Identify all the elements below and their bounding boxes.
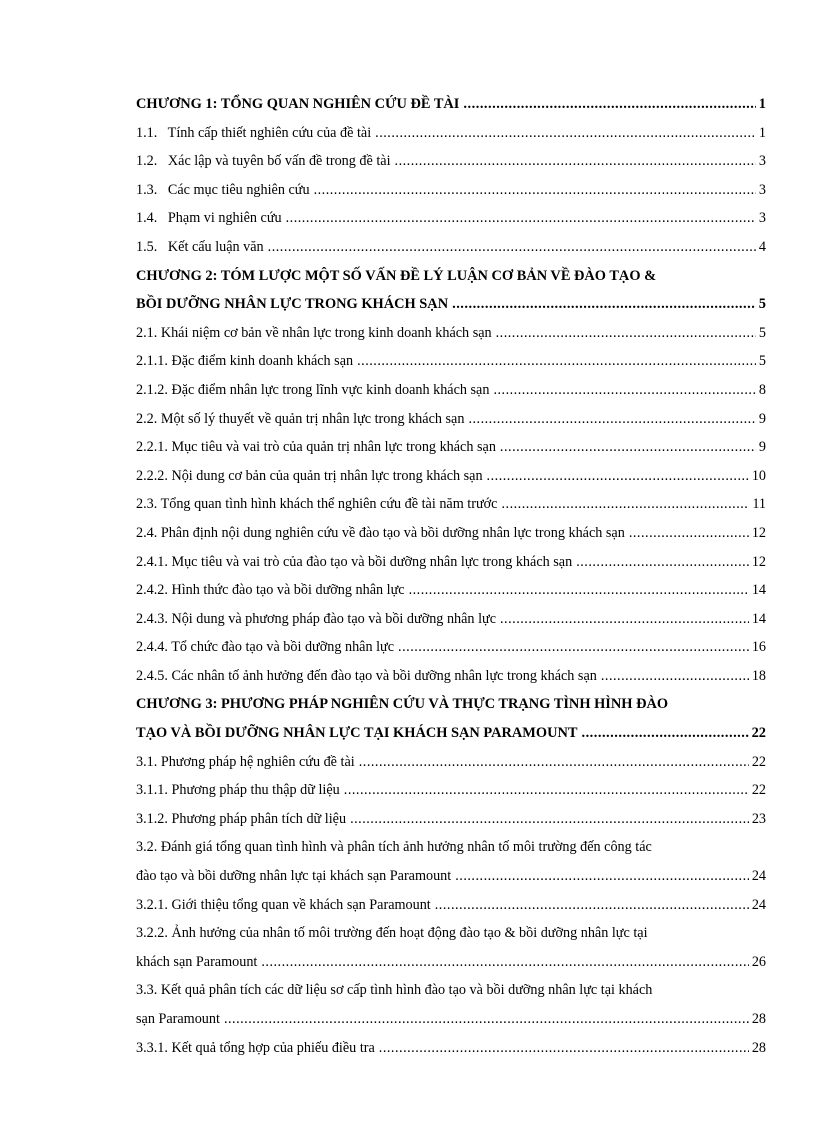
dot-leader bbox=[357, 347, 756, 376]
dot-leader bbox=[395, 147, 756, 176]
toc-chapter-entry bbox=[136, 262, 766, 319]
dot-leader bbox=[463, 90, 755, 119]
toc-entry-title-line1: CHƯƠNG 2: TÓM LƯỢC MỘT SỐ VẤN ĐỀ LÝ LUẬN CƠ BẢN VỀ ĐÀO TẠO & bbox=[136, 267, 657, 284]
toc-entry-title: 2.4.5. Các nhân tố ảnh hưởng đến đào tạo và bồi dưỡng nhân lực trong khách sạn bbox=[136, 667, 597, 684]
toc-entry-title-line1: CHƯƠNG 3: PHƯƠNG PHÁP NGHIÊN CỨU VÀ THỰC TRẠNG TÌNH HÌNH ĐÀO bbox=[136, 696, 669, 713]
toc-entry-title: BỒI DƯỠNG NHÂN LỰC TRONG KHÁCH SẠN bbox=[136, 296, 449, 313]
toc-section-entry bbox=[136, 405, 766, 434]
toc-page-number: 28 bbox=[751, 1011, 766, 1027]
dot-leader bbox=[344, 776, 749, 805]
toc-section-entry bbox=[136, 147, 766, 176]
toc-page-number: 22 bbox=[751, 725, 766, 742]
toc-entry-title: 1.5. Kết cấu luận văn bbox=[136, 238, 264, 255]
toc-section-entry bbox=[136, 1034, 766, 1063]
toc-section-entry bbox=[136, 919, 766, 976]
dot-leader bbox=[500, 605, 749, 634]
toc-page-number: 26 bbox=[751, 953, 766, 970]
toc-section-entry bbox=[136, 233, 766, 262]
toc-section-entry bbox=[136, 433, 766, 462]
toc-page-number: 9 bbox=[758, 439, 766, 456]
toc-page-number: 24 bbox=[751, 896, 766, 913]
dot-leader bbox=[452, 290, 756, 319]
toc-section-entry bbox=[136, 204, 766, 233]
toc-section-entry bbox=[136, 748, 766, 777]
toc-section-entry bbox=[136, 833, 766, 890]
dot-leader bbox=[576, 548, 749, 577]
dot-leader bbox=[224, 1005, 749, 1034]
toc-page-number: 11 bbox=[752, 496, 766, 513]
dot-leader bbox=[409, 576, 749, 605]
dot-leader bbox=[601, 662, 749, 691]
toc-entry-title: 3.1.1. Phương pháp thu thập dữ liệu bbox=[136, 782, 340, 799]
toc-entry-title: 3.1.2. Phương pháp phân tích dữ liệu bbox=[136, 810, 347, 827]
toc-entry-title: 2.4.1. Mục tiêu và vai trò của đào tạo và bồi dưỡng nhân lực trong khách sạn bbox=[136, 553, 573, 570]
dot-leader bbox=[268, 233, 756, 262]
dot-leader bbox=[435, 891, 749, 920]
toc-entry-title: 1.3. Các mục tiêu nghiên cứu bbox=[136, 181, 310, 198]
toc-page-number: 3 bbox=[758, 181, 766, 198]
toc-page-number: 4 bbox=[758, 238, 766, 255]
toc-entry-title: 2.1.2. Đặc điểm nhân lực trong lĩnh vực kinh doanh khách sạn bbox=[136, 381, 490, 398]
toc-section-entry bbox=[136, 891, 766, 920]
toc-page-number: 1 bbox=[758, 96, 766, 112]
toc-page-number: 9 bbox=[758, 410, 766, 427]
toc-chapter-entry bbox=[136, 690, 766, 747]
toc-entry-title: 2.4.2. Hình thức đào tạo và bồi dưỡng nhân lực bbox=[136, 582, 405, 599]
toc-page-number: 3 bbox=[758, 153, 766, 170]
dot-leader bbox=[314, 176, 756, 205]
toc-entry-title: 1.1. Tính cấp thiết nghiên cứu của đề tài bbox=[136, 124, 372, 141]
toc-entry-title-line1: 3.2.2. Ảnh hưởng của nhân tố môi trường đến hoạt động đào tạo & bồi dưỡng nhân lực tại bbox=[136, 925, 648, 942]
dot-leader bbox=[286, 204, 756, 233]
dot-leader bbox=[350, 805, 749, 834]
toc-section-entry bbox=[136, 605, 766, 634]
dot-leader bbox=[500, 433, 756, 462]
toc-section-entry bbox=[136, 347, 766, 376]
toc-entry-title: 2.4.4. Tổ chức đào tạo và bồi dưỡng nhân lực bbox=[136, 639, 395, 656]
toc-entry-title: đào tạo và bồi dưỡng nhân lực tại khách sạn Paramount bbox=[136, 868, 452, 885]
toc-entry-title: TẠO VÀ BỒI DƯỠNG NHÂN LỰC TẠI KHÁCH SẠN PARAMOUNT bbox=[136, 725, 578, 742]
toc-entry-title: 3.2.1. Giới thiệu tổng quan về khách sạn Paramount bbox=[136, 896, 431, 913]
toc-page-number: 23 bbox=[751, 810, 766, 827]
table-of-contents bbox=[136, 90, 766, 1062]
toc-section-entry bbox=[136, 976, 766, 1033]
dot-leader bbox=[455, 862, 749, 891]
toc-entry-title: 1.2. Xác lập và tuyên bố vấn đề trong đề tài bbox=[136, 153, 391, 170]
toc-page-number: 1 bbox=[758, 124, 766, 141]
toc-entry-title: 2.2.2. Nội dung cơ bản của quản trị nhân lực trong khách sạn bbox=[136, 467, 483, 484]
dot-leader bbox=[261, 948, 748, 977]
toc-page-number: 12 bbox=[751, 553, 766, 570]
toc-page-number: 28 bbox=[751, 1039, 766, 1056]
dot-leader bbox=[496, 319, 756, 348]
dot-leader bbox=[379, 1034, 749, 1063]
dot-leader bbox=[468, 405, 755, 434]
toc-entry-title: 3.1. Phương pháp hệ nghiên cứu đề tài bbox=[136, 753, 355, 770]
toc-section-entry bbox=[136, 576, 766, 605]
dot-leader bbox=[501, 490, 749, 519]
toc-entry-title: khách sạn Paramount bbox=[136, 953, 258, 970]
toc-page-number: 16 bbox=[751, 639, 766, 656]
toc-section-entry bbox=[136, 376, 766, 405]
toc-section-entry bbox=[136, 319, 766, 348]
toc-section-entry bbox=[136, 490, 766, 519]
dot-leader bbox=[359, 748, 749, 777]
toc-page-number: 5 bbox=[758, 324, 766, 341]
toc-entry-title: 2.3. Tổng quan tình hình khách thể nghiên cứu đề tài năm trước bbox=[136, 496, 498, 513]
toc-entry-title: sạn Paramount bbox=[136, 1011, 220, 1027]
toc-page-number: 12 bbox=[751, 524, 766, 541]
toc-page-number: 5 bbox=[758, 353, 766, 370]
toc-page-number: 24 bbox=[751, 868, 766, 885]
toc-page-number: 18 bbox=[751, 667, 766, 684]
toc-page-number: 14 bbox=[751, 582, 766, 599]
dot-leader bbox=[375, 119, 756, 148]
toc-section-entry bbox=[136, 548, 766, 577]
toc-page-number: 8 bbox=[758, 381, 766, 398]
toc-section-entry bbox=[136, 519, 766, 548]
toc-entry-title: 2.2.1. Mục tiêu và vai trò của quản trị nhân lực trong khách sạn bbox=[136, 439, 496, 456]
dot-leader bbox=[398, 633, 749, 662]
toc-section-entry bbox=[136, 776, 766, 805]
toc-page-number: 22 bbox=[751, 782, 766, 799]
toc-entry-title-line1: 3.2. Đánh giá tổng quan tình hình và phân tích ảnh hưởng nhân tố môi trường đến công tác bbox=[136, 839, 652, 856]
toc-entry-title: 3.3.1. Kết quả tổng hợp của phiếu điều tra bbox=[136, 1039, 375, 1056]
dot-leader bbox=[487, 462, 749, 491]
toc-entry-title: 1.4. Phạm vi nghiên cứu bbox=[136, 210, 282, 227]
toc-section-entry bbox=[136, 119, 766, 148]
toc-section-entry bbox=[136, 805, 766, 834]
toc-entry-title: 2.1. Khái niệm cơ bản về nhân lực trong kinh doanh khách sạn bbox=[136, 324, 492, 341]
toc-section-entry bbox=[136, 633, 766, 662]
toc-section-entry bbox=[136, 176, 766, 205]
toc-section-entry bbox=[136, 662, 766, 691]
toc-entry-title: CHƯƠNG 1: TỔNG QUAN NGHIÊN CỨU ĐỀ TÀI bbox=[136, 96, 460, 112]
toc-entry-title: 2.2. Một số lý thuyết về quản trị nhân lực trong khách sạn bbox=[136, 410, 465, 427]
dot-leader bbox=[629, 519, 749, 548]
dot-leader bbox=[581, 719, 748, 748]
toc-page-number: 3 bbox=[758, 210, 766, 227]
toc-page-number: 10 bbox=[751, 467, 766, 484]
toc-entry-title: 2.4. Phân định nội dung nghiên cứu về đào tạo và bồi dưỡng nhân lực trong khách sạn bbox=[136, 524, 625, 541]
dot-leader bbox=[493, 376, 755, 405]
toc-page-number: 22 bbox=[751, 753, 766, 770]
toc-entry-title-line1: 3.3. Kết quả phân tích các dữ liệu sơ cấp tình hình đào tạo và bồi dưỡng nhân lực tại khách bbox=[136, 982, 653, 999]
toc-entry-title: 2.4.3. Nội dung và phương pháp đào tạo và bồi dưỡng nhân lực bbox=[136, 610, 496, 627]
toc-section-entry bbox=[136, 462, 766, 491]
toc-entry-title: 2.1.1. Đặc điểm kinh doanh khách sạn bbox=[136, 353, 354, 370]
toc-page-number: 14 bbox=[751, 610, 766, 627]
toc-page-number: 5 bbox=[758, 296, 766, 313]
toc-chapter-entry bbox=[136, 90, 766, 119]
